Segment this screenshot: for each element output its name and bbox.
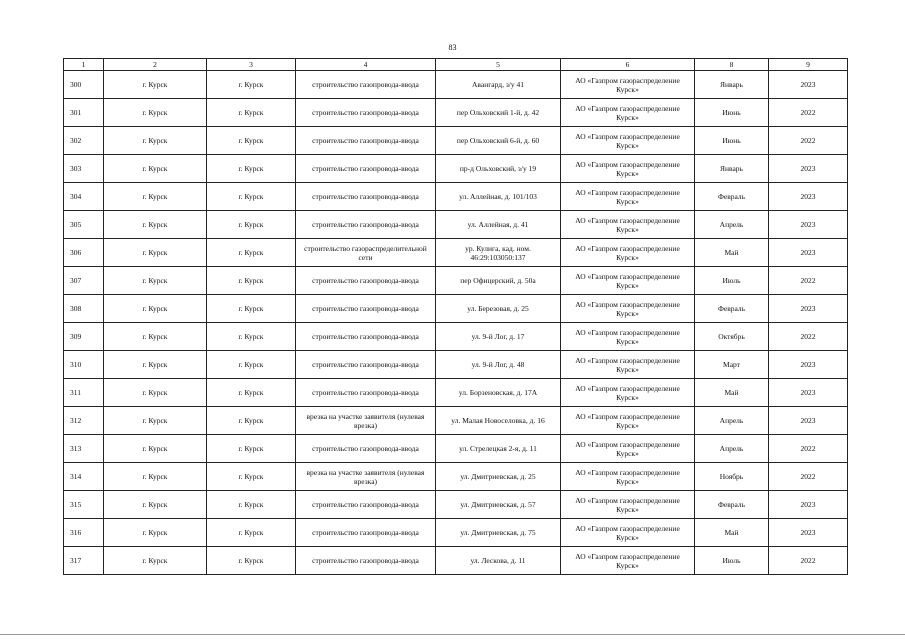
year-cell: 2023 xyxy=(769,211,848,239)
month-cell: Май xyxy=(695,239,769,267)
city-cell: г. Курск xyxy=(104,71,207,99)
work-type-cell: врезка на участке заявителя (нулевая врезка) xyxy=(296,407,436,435)
work-type-cell: строительство газопровода-ввода xyxy=(296,183,436,211)
year-cell: 2022 xyxy=(769,435,848,463)
table-row xyxy=(64,295,848,323)
locality-cell: г. Курск xyxy=(207,407,296,435)
page-bottom-edge xyxy=(0,634,905,635)
table-row xyxy=(64,267,848,295)
address-cell: ул. Аллейная, д. 101/103 xyxy=(436,183,561,211)
address-cell: пр-д Ольховский, з/у 19 xyxy=(436,155,561,183)
row-number-cell: 310 xyxy=(64,351,104,379)
table-row xyxy=(64,183,848,211)
city-cell: г. Курск xyxy=(104,127,207,155)
table-row xyxy=(64,323,848,351)
month-cell: Март xyxy=(695,351,769,379)
organization-cell: АО «Газпром газораспределение Курск» xyxy=(561,547,695,575)
table-row xyxy=(64,379,848,407)
organization-cell: АО «Газпром газораспределение Курск» xyxy=(561,183,695,211)
row-number-cell: 317 xyxy=(64,547,104,575)
row-number-cell: 304 xyxy=(64,183,104,211)
address-cell: пер Ольховский 1-й, д. 42 xyxy=(436,99,561,127)
address-cell: ул. Дмитриевская, д. 57 xyxy=(436,491,561,519)
work-type-cell: строительство газопровода-ввода xyxy=(296,71,436,99)
year-cell: 2022 xyxy=(769,127,848,155)
table-row xyxy=(64,155,848,183)
city-cell: г. Курск xyxy=(104,211,207,239)
month-cell: Май xyxy=(695,519,769,547)
city-cell: г. Курск xyxy=(104,463,207,491)
work-type-cell: строительство газопровода-ввода xyxy=(296,519,436,547)
year-cell: 2023 xyxy=(769,351,848,379)
city-cell: г. Курск xyxy=(104,99,207,127)
work-type-cell: строительство газопровода-ввода xyxy=(296,351,436,379)
year-cell: 2023 xyxy=(769,239,848,267)
row-number-cell: 314 xyxy=(64,463,104,491)
address-cell: ул. Аллейная, д. 41 xyxy=(436,211,561,239)
row-number-cell: 312 xyxy=(64,407,104,435)
year-cell: 2023 xyxy=(769,295,848,323)
work-type-cell: врезка на участке заявителя (нулевая врезка) xyxy=(296,463,436,491)
table-row xyxy=(64,71,848,99)
header-row xyxy=(64,59,848,71)
month-cell: Февраль xyxy=(695,183,769,211)
work-type-cell: строительство газопровода-ввода xyxy=(296,155,436,183)
locality-cell: г. Курск xyxy=(207,547,296,575)
organization-cell: АО «Газпром газораспределение Курск» xyxy=(561,99,695,127)
row-number-cell: 300 xyxy=(64,71,104,99)
column-header: 1 xyxy=(64,59,104,71)
table-row xyxy=(64,519,848,547)
year-cell: 2022 xyxy=(769,547,848,575)
table-row xyxy=(64,351,848,379)
row-number-cell: 301 xyxy=(64,99,104,127)
address-cell: пер Офицерский, д. 50а xyxy=(436,267,561,295)
organization-cell: АО «Газпром газораспределение Курск» xyxy=(561,379,695,407)
locality-cell: г. Курск xyxy=(207,491,296,519)
table-row xyxy=(64,239,848,267)
column-header: 6 xyxy=(561,59,695,71)
locality-cell: г. Курск xyxy=(207,435,296,463)
address-cell: ул. Дмитриевская, д. 25 xyxy=(436,463,561,491)
work-type-cell: строительство газопровода-ввода xyxy=(296,435,436,463)
address-cell: ул. Борзеновская, д. 17А xyxy=(436,379,561,407)
address-cell: ур. Кулига, кад. ном. 46:29:103050:137 xyxy=(436,239,561,267)
city-cell: г. Курск xyxy=(104,519,207,547)
year-cell: 2023 xyxy=(769,491,848,519)
city-cell: г. Курск xyxy=(104,239,207,267)
address-cell: Авангард, з/у 41 xyxy=(436,71,561,99)
month-cell: Январь xyxy=(695,71,769,99)
table-body xyxy=(64,71,848,575)
organization-cell: АО «Газпром газораспределение Курск» xyxy=(561,435,695,463)
work-type-cell: строительство газопровода-ввода xyxy=(296,379,436,407)
locality-cell: г. Курск xyxy=(207,239,296,267)
month-cell: Июнь xyxy=(695,99,769,127)
locality-cell: г. Курск xyxy=(207,519,296,547)
month-cell: Май xyxy=(695,379,769,407)
year-cell: 2023 xyxy=(769,71,848,99)
locality-cell: г. Курск xyxy=(207,71,296,99)
month-cell: Февраль xyxy=(695,295,769,323)
column-header: 4 xyxy=(296,59,436,71)
year-cell: 2022 xyxy=(769,323,848,351)
table-row xyxy=(64,463,848,491)
column-header: 5 xyxy=(436,59,561,71)
row-number-cell: 313 xyxy=(64,435,104,463)
organization-cell: АО «Газпром газораспределение Курск» xyxy=(561,71,695,99)
column-header: 3 xyxy=(207,59,296,71)
city-cell: г. Курск xyxy=(104,407,207,435)
address-cell: ул. Стрелецкая 2-я, д. 11 xyxy=(436,435,561,463)
city-cell: г. Курск xyxy=(104,323,207,351)
locality-cell: г. Курск xyxy=(207,295,296,323)
year-cell: 2023 xyxy=(769,183,848,211)
row-number-cell: 309 xyxy=(64,323,104,351)
organization-cell: АО «Газпром газораспределение Курск» xyxy=(561,155,695,183)
organization-cell: АО «Газпром газораспределение Курск» xyxy=(561,211,695,239)
locality-cell: г. Курск xyxy=(207,463,296,491)
table-row xyxy=(64,211,848,239)
organization-cell: АО «Газпром газораспределение Курск» xyxy=(561,127,695,155)
city-cell: г. Курск xyxy=(104,267,207,295)
column-header: 9 xyxy=(769,59,848,71)
row-number-cell: 311 xyxy=(64,379,104,407)
year-cell: 2023 xyxy=(769,379,848,407)
organization-cell: АО «Газпром газораспределение Курск» xyxy=(561,491,695,519)
work-type-cell: строительство газопровода-ввода xyxy=(296,323,436,351)
month-cell: Июнь xyxy=(695,127,769,155)
table-row xyxy=(64,547,848,575)
table-row xyxy=(64,407,848,435)
organization-cell: АО «Газпром газораспределение Курск» xyxy=(561,407,695,435)
work-type-cell: строительство газопровода-ввода xyxy=(296,211,436,239)
month-cell: Январь xyxy=(695,155,769,183)
month-cell: Июль xyxy=(695,267,769,295)
locality-cell: г. Курск xyxy=(207,183,296,211)
column-header: 2 xyxy=(104,59,207,71)
work-type-cell: строительство газопровода-ввода xyxy=(296,491,436,519)
organization-cell: АО «Газпром газораспределение Курск» xyxy=(561,267,695,295)
work-type-cell: строительство газопровода-ввода xyxy=(296,127,436,155)
row-number-cell: 307 xyxy=(64,267,104,295)
registry-table xyxy=(63,58,848,575)
month-cell: Апрель xyxy=(695,435,769,463)
address-cell: ул. Малая Новоселовка, д. 16 xyxy=(436,407,561,435)
year-cell: 2023 xyxy=(769,155,848,183)
city-cell: г. Курск xyxy=(104,491,207,519)
locality-cell: г. Курск xyxy=(207,99,296,127)
address-cell: ул. 9-й Лог, д. 48 xyxy=(436,351,561,379)
work-type-cell: строительство газопровода-ввода xyxy=(296,99,436,127)
locality-cell: г. Курск xyxy=(207,267,296,295)
column-header: 8 xyxy=(695,59,769,71)
city-cell: г. Курск xyxy=(104,183,207,211)
city-cell: г. Курск xyxy=(104,295,207,323)
year-cell: 2022 xyxy=(769,463,848,491)
month-cell: Июль xyxy=(695,547,769,575)
year-cell: 2022 xyxy=(769,99,848,127)
month-cell: Октябрь xyxy=(695,323,769,351)
locality-cell: г. Курск xyxy=(207,155,296,183)
row-number-cell: 316 xyxy=(64,519,104,547)
table-row xyxy=(64,127,848,155)
year-cell: 2023 xyxy=(769,407,848,435)
address-cell: ул. Лескова, д. 11 xyxy=(436,547,561,575)
organization-cell: АО «Газпром газораспределение Курск» xyxy=(561,239,695,267)
locality-cell: г. Курск xyxy=(207,351,296,379)
table-row xyxy=(64,435,848,463)
year-cell: 2023 xyxy=(769,519,848,547)
address-cell: ул. Березовая, д. 25 xyxy=(436,295,561,323)
work-type-cell: строительство газораспределительной сети xyxy=(296,239,436,267)
row-number-cell: 303 xyxy=(64,155,104,183)
address-cell: ул. 9-й Лог, д. 17 xyxy=(436,323,561,351)
organization-cell: АО «Газпром газораспределение Курск» xyxy=(561,351,695,379)
year-cell: 2022 xyxy=(769,267,848,295)
work-type-cell: строительство газопровода-ввода xyxy=(296,267,436,295)
month-cell: Апрель xyxy=(695,407,769,435)
address-cell: ул. Дмитриевская, д. 75 xyxy=(436,519,561,547)
organization-cell: АО «Газпром газораспределение Курск» xyxy=(561,323,695,351)
city-cell: г. Курск xyxy=(104,155,207,183)
work-type-cell: строительство газопровода-ввода xyxy=(296,547,436,575)
organization-cell: АО «Газпром газораспределение Курск» xyxy=(561,295,695,323)
row-number-cell: 305 xyxy=(64,211,104,239)
city-cell: г. Курск xyxy=(104,379,207,407)
month-cell: Ноябрь xyxy=(695,463,769,491)
city-cell: г. Курск xyxy=(104,351,207,379)
page-number: 83 xyxy=(448,43,457,52)
city-cell: г. Курск xyxy=(104,435,207,463)
locality-cell: г. Курск xyxy=(207,379,296,407)
address-cell: пер Ольховский 6-й, д. 60 xyxy=(436,127,561,155)
locality-cell: г. Курск xyxy=(207,127,296,155)
table-row xyxy=(64,491,848,519)
row-number-cell: 306 xyxy=(64,239,104,267)
organization-cell: АО «Газпром газораспределение Курск» xyxy=(561,519,695,547)
organization-cell: АО «Газпром газораспределение Курск» xyxy=(561,463,695,491)
row-number-cell: 302 xyxy=(64,127,104,155)
month-cell: Апрель xyxy=(695,211,769,239)
month-cell: Февраль xyxy=(695,491,769,519)
locality-cell: г. Курск xyxy=(207,211,296,239)
row-number-cell: 308 xyxy=(64,295,104,323)
row-number-cell: 315 xyxy=(64,491,104,519)
locality-cell: г. Курск xyxy=(207,323,296,351)
table-row xyxy=(64,99,848,127)
city-cell: г. Курск xyxy=(104,547,207,575)
work-type-cell: строительство газопровода-ввода xyxy=(296,295,436,323)
